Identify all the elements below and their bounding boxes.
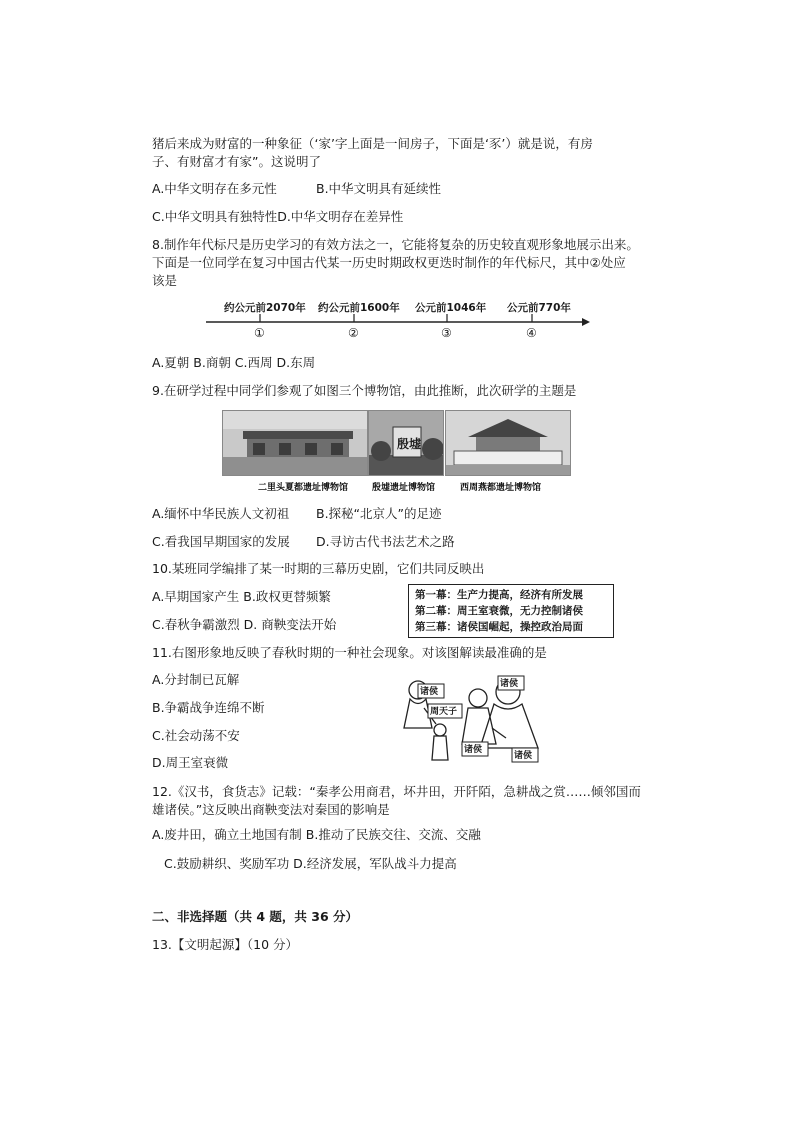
timeline-mark-1: ① (254, 326, 265, 340)
q7-option-cd: C.中华文明具有独特性D.中华文明存在差异性 (152, 209, 404, 224)
q13-heading: 13.【文明起源】（10 分） (152, 937, 299, 952)
q9-stem: 9.在研学过程中同学们参观了如图三个博物馆，由此推断，此次研学的主题是 (152, 383, 577, 398)
yinxu-museum-photo (368, 410, 444, 476)
q7-option-a: A.中华文明存在多元性 (152, 181, 277, 196)
q11-stem: 11.右图形象地反映了春秋时期的一种社会现象。对该图解读最准确的是 (152, 645, 547, 660)
caption-yandu: 西周燕都遗址博物馆 (460, 483, 542, 493)
q12-option-cd: C.鼓励耕织、奖励军功 D.经济发展，军队战斗力提高 (164, 856, 457, 871)
caption-yinxu: 殷墟遗址博物馆 (372, 483, 436, 493)
q8-stem-line-3: 该是 (152, 273, 178, 288)
q10-option-cd: C.春秋争霸激烈 D. 商鞅变法开始 (152, 617, 337, 632)
timeline-mark-3: ③ (441, 326, 452, 340)
cartoon-label-3: 诸侯 (500, 679, 519, 689)
q8-options: A.夏朝 B.商朝 C.西周 D.东周 (152, 355, 316, 370)
q10-option-ab: A.早期国家产生 B.政权更替频繁 (152, 589, 331, 604)
q10-stem: 10.某班同学编排了某一时期的三幕历史剧，它们共同反映出 (152, 561, 485, 576)
q7-text-line-1: 猪后来成为财富的一种象征（‘家’字上面是一间房子，下面是‘豕’）就是说，有房 (152, 136, 593, 151)
q9-option-c: C.看我国早期国家的发展 (152, 534, 290, 549)
scene-2: 第二幕：周王室衰微，无力控制诸侯 (415, 605, 583, 617)
q11-option-b: B.争霸战争连绵不断 (152, 700, 265, 715)
q8-stem-line-1: 8.制作年代标尺是历史学习的有效方法之一，它能将复杂的历史较直观形象地展示出来。 (152, 237, 639, 252)
timeline-date-3: 公元前1046年 (415, 302, 487, 314)
section-2-heading: 二、非选择题（共 4 题，共 36 分） (152, 909, 359, 924)
timeline-arrow-icon (582, 318, 590, 326)
cartoon-label-4: 诸侯 (464, 745, 483, 755)
scene-3: 第三幕：诸侯国崛起，操控政治局面 (415, 621, 583, 633)
q11-option-d: D.周王室衰微 (152, 755, 229, 770)
timeline-date-1: 约公元前2070年 (224, 302, 306, 314)
yinxu-sign-text: 殷墟 (397, 437, 422, 451)
yandu-museum-photo (445, 410, 571, 476)
q11-option-a: A.分封制已瓦解 (152, 672, 240, 687)
timeline-date-4: 公元前770年 (507, 302, 571, 314)
q9-option-b: B.探秘“北京人”的足迹 (316, 506, 442, 521)
q12-option-ab: A.废井田，确立土地国有制 B.推动了民族交往、交流、交融 (152, 827, 481, 842)
scene-list-box (408, 584, 614, 638)
q12-stem-line-1: 12.《汉书，食货志》记载：“秦孝公用商君，坏井田，开阡陌，急耕战之赏……倾邻国而 (152, 784, 641, 799)
scene-1: 第一幕：生产力提高，经济有所发展 (415, 589, 583, 601)
q8-stem-line-2: 下面是一位同学在复习中国古代某一历史时期政权更迭时制作的年代标尺，其中②处应 (152, 255, 626, 270)
q11-option-c: C.社会动荡不安 (152, 728, 240, 743)
timeline-mark-4: ④ (526, 326, 537, 340)
timeline-mark-2: ② (348, 326, 359, 340)
q9-option-d: D.寻访古代书法艺术之路 (316, 534, 455, 549)
caption-erlitou: 二里头夏都遗址博物馆 (258, 483, 349, 493)
q7-text-line-2: 子、有财富才有家”。这说明了 (152, 154, 321, 169)
feudal-lords-cartoon (388, 668, 558, 768)
cartoon-label-1: 诸侯 (420, 687, 439, 697)
q7-option-b: B.中华文明具有延续性 (316, 181, 442, 196)
q12-stem-line-2: 雄诸侯。”这反映出商鞅变法对秦国的影响是 (152, 802, 390, 817)
cartoon-label-2: 周天子 (430, 707, 458, 717)
q9-option-a: A.缅怀中华民族人文初祖 (152, 506, 290, 521)
timeline-date-2: 约公元前1600年 (318, 302, 400, 314)
erlitou-museum-photo (222, 410, 368, 476)
cartoon-label-5: 诸侯 (514, 751, 533, 761)
